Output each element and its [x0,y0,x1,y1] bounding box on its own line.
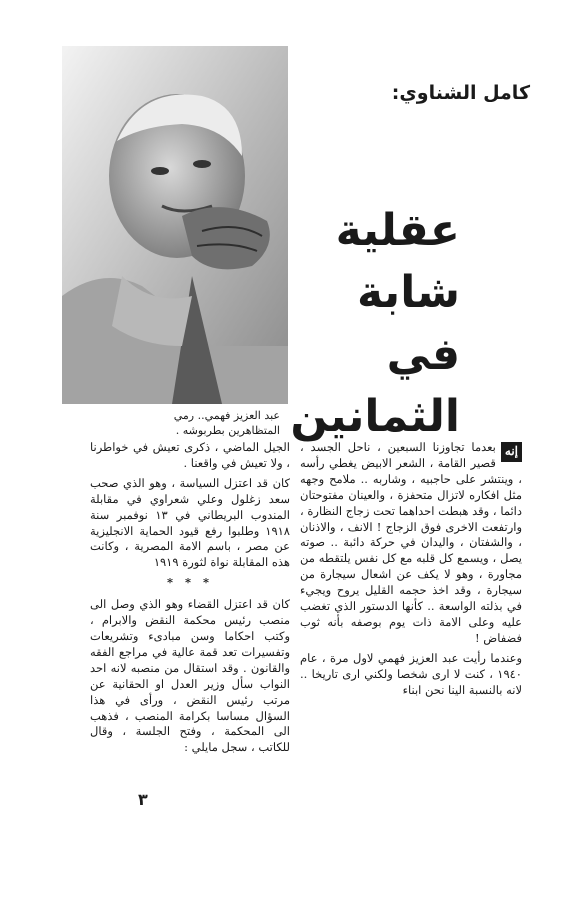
page-number: ٣ [138,790,148,809]
article-column-right [300,440,522,790]
photo-caption: عبد العزيز فهمي.. رمي المتظاهرين بطربوشه . [173,409,280,437]
section-divider: * * * [166,575,214,590]
article-paragraph: وعندما رأيت عبد العزيز فهمي لاول مرة ، عام ١٩٤٠ ، كنت لا ارى شخصا ولكني ارى تاريخا .. لانه بالنسبة الينا نحن ابناء [300,650,522,697]
drop-cap: إنه [501,442,522,462]
article-paragraph: كان قد اعتزل السياسة ، وهو الذي صحب سعد زغلول وعلي شعراوي في مقابلة المندوب البريطاني في ١٣ نوفمبر سنة ١٩١٨ وطلبوا رفع قيود الحماية الانجليزية عن مصر ، باسم الامة المصرية ، وكانت هذه المقابلة نواة لثورة ١٩١٩ [90,475,290,570]
article-paragraph [300,440,522,647]
portrait-photo [62,46,288,404]
headline-line: الثمانين [290,391,460,442]
article-column-left [90,440,290,760]
article-paragraph: الجيل الماضي ، ذكرى تعيش في خواطرنا ، ولا تعيش في واقعنا . [90,440,290,470]
headline-line: في [386,329,460,380]
paragraph-text: بعدما تجاوزنا السبعين ، ناحل الجسد ، قصير القامة ، الشعر الابيض يغطي رأسه ، وينتشر على حاجبيه ، وشاربه .. ملامح وجهه مثل افكاره لاتزال متحفزة ، والعينان مفتوحتان دائما ، وقد هبطت احداهما تحت زجاج النظارة ، وارتفعت الاخرى فوق الزجاج ! الانف ، والاذنان ، والشفتان ، واليدان في حركة دائبة .. صوته يصل ، ويسمع كل قلبه مع كل نفس يلتقطه من مجاورة ، وهو لا يكف عن اشعال سيجارة من سيجارة ، وقد اخذ حجمه القليل يروح ويجيء في بذلته الواسعة .. كأنها الدستور الذي تغضب عليه وعلى الامة ذات يوم بوصفه بأنه ثوب فضفاض ! [300,440,522,645]
article-headline [290,200,460,448]
article-paragraph: كان قد اعتزل القضاء وهو الذي وصل الى منصب رئيس محكمة النقض والابرام ، وكتب احكاما وسن مبادىء وتشريعات وتفسيرات تعد قمة عالية في مراجع الفقه والقانون . وقد استقال من منصبه لانه احد النواب سأل وزير العدل او الحقانية عن مرتب رئيس النقض ، ورأى في هذا السؤال مساسا بكرامة المنصب ، فذهب الى المحكمة ، وفتح الجلسة ، وقال للكاتب ، سجل مايلي : [90,597,290,755]
headline-line: شابة [357,267,460,318]
headline-line: عقلية [335,205,460,256]
author-byline: كامل الشناوي: [391,82,530,104]
portrait-image [62,46,288,404]
